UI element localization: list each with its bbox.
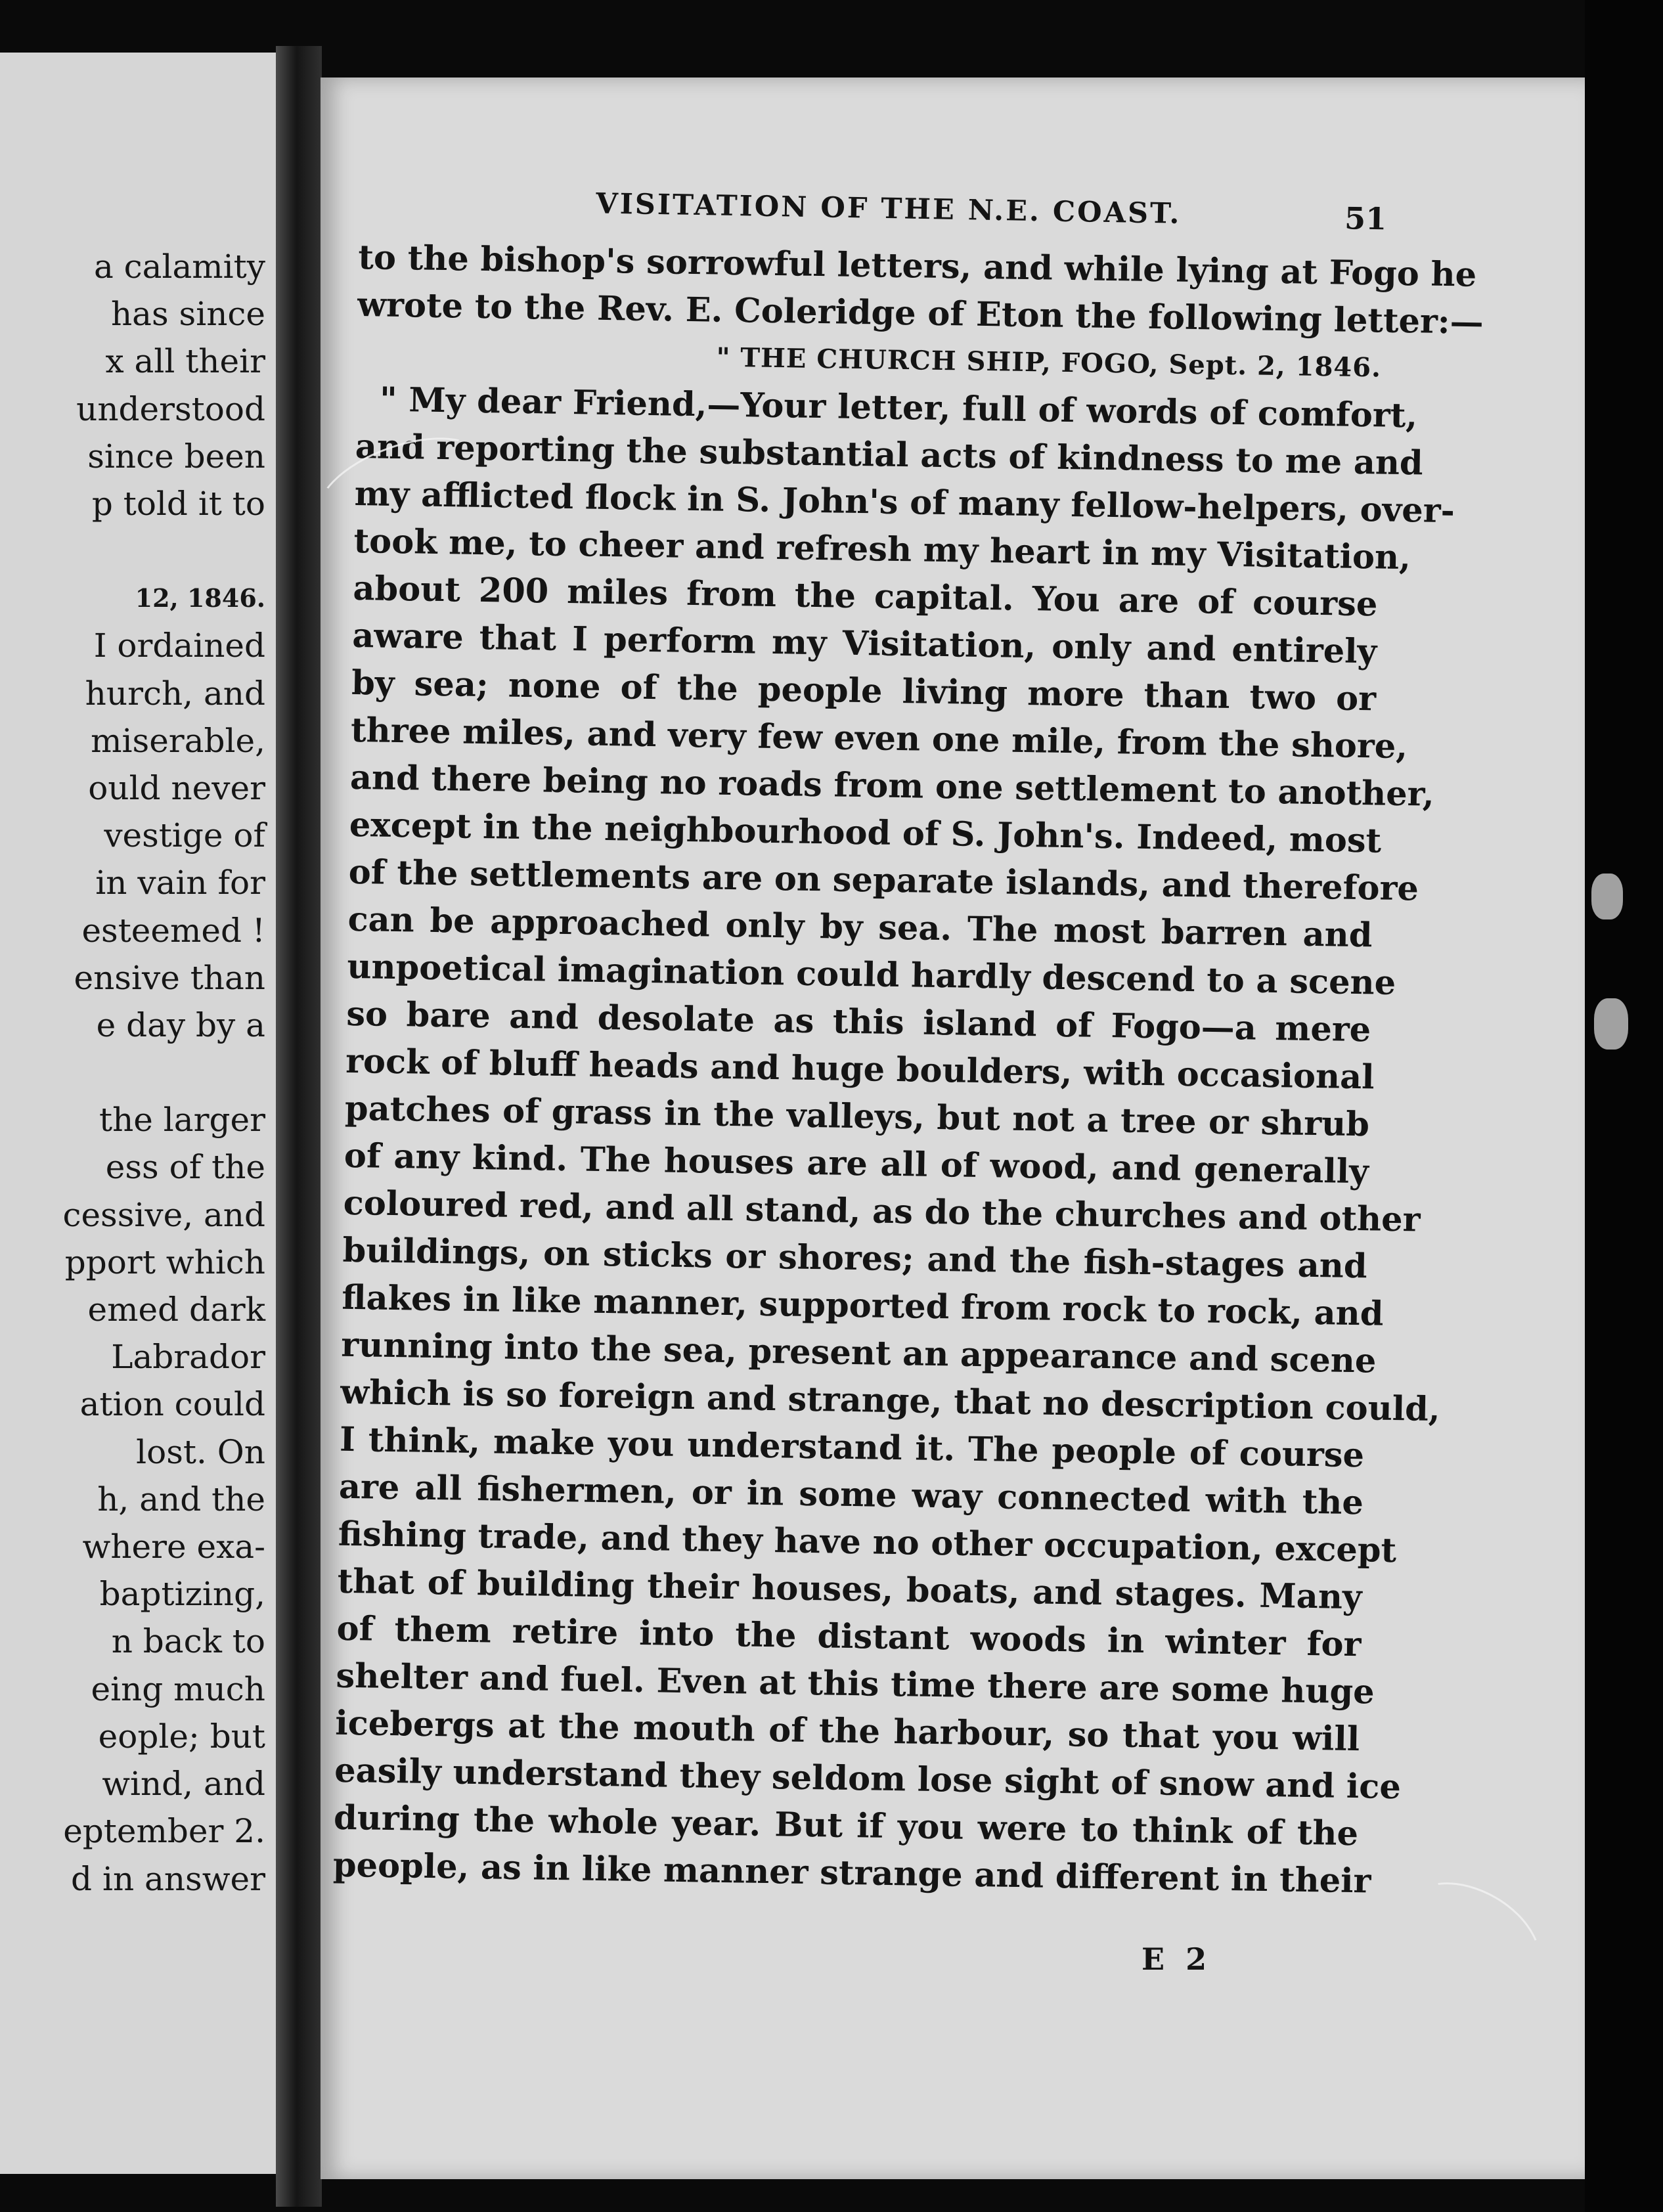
- left-line: I ordained: [93, 627, 265, 665]
- left-line: pport which: [64, 1243, 265, 1281]
- scan-border-right: [1585, 0, 1663, 2212]
- left-line: eing much: [91, 1670, 265, 1708]
- page-number: 51: [1344, 200, 1387, 237]
- body-line: that of building their houses, boats, and stages. Many: [337, 1561, 1363, 1618]
- body-line: of any kind. The houses are all of wood, and generally: [344, 1136, 1369, 1192]
- body-line: shelter and fuel. Even at this time there are some huge: [336, 1656, 1375, 1712]
- left-line: understood: [76, 389, 265, 428]
- body-line: coloured red, and all stand, as do the churches and other: [343, 1183, 1421, 1240]
- main-page: [321, 77, 1585, 2179]
- body-line: which is so foreign and strange, that no description could,: [340, 1372, 1441, 1430]
- body-text: [332, 234, 1484, 1905]
- scan-speck: [1594, 998, 1628, 1050]
- left-page-text: [62, 243, 265, 1903]
- left-line: h, and the: [97, 1480, 265, 1518]
- left-line-gap: [62, 1049, 265, 1096]
- left-line: a calamity: [93, 248, 265, 286]
- body-line: and reporting the substantial acts of kindness to me and: [355, 426, 1424, 483]
- left-line: esteemed !: [81, 911, 265, 950]
- body-line: of them retire into the distant woods in winter for: [336, 1608, 1362, 1665]
- left-line: baptizing,: [99, 1575, 265, 1614]
- left-line: hurch, and: [85, 674, 265, 713]
- left-line: cessive, and: [62, 1195, 265, 1234]
- left-line: since been: [87, 437, 265, 476]
- left-line: ould never: [88, 769, 265, 808]
- body-line: people, as in like manner strange and different in their: [332, 1845, 1371, 1901]
- running-head-title: VISITATION OF THE N.E. COAST.: [595, 187, 1182, 231]
- left-line-date: 12, 1846.: [135, 583, 265, 613]
- book-gutter: [276, 46, 322, 2207]
- body-line: during the whole year. But if you were to think of the: [333, 1798, 1359, 1854]
- left-line: d in answer: [71, 1859, 265, 1898]
- body-line: by sea; none of the people living more than two or: [351, 663, 1377, 719]
- left-line: in vain for: [95, 864, 265, 902]
- left-line: x all their: [105, 342, 265, 381]
- letter-dateline: " THE CHURCH SHIP, FOGO, Sept. 2, 1846.: [716, 342, 1382, 384]
- left-line: ation could: [79, 1385, 265, 1424]
- left-line: ess of the: [105, 1148, 265, 1187]
- dust-mark: [1384, 1859, 1561, 2016]
- body-line: patches of grass in the valleys, but not a tree or shrub: [344, 1088, 1370, 1145]
- body-line: are all fishermen, or in some way connected with the: [338, 1467, 1364, 1523]
- body-line: unpoetical imagination could hardly descend to a scene: [346, 946, 1396, 1003]
- left-line: has since: [110, 295, 265, 334]
- scan-speck: [1591, 874, 1623, 919]
- body-line: buildings, on sticks or shores; and the fish-stages and: [342, 1230, 1367, 1287]
- left-line: wind, and: [102, 1765, 265, 1803]
- signature-mark: E 2: [1142, 1941, 1212, 1977]
- body-line: except in the neighbourhood of S. John's. Indeed, most: [349, 805, 1382, 861]
- body-line: easily understand they seldom lose sight of snow and ice: [334, 1750, 1402, 1807]
- left-line: n back to: [111, 1622, 265, 1661]
- left-line: e day by a: [96, 1006, 265, 1045]
- body-line: three miles, and very few even one mile, from the shore,: [350, 710, 1408, 767]
- body-line: " My dear Friend,—Your letter, full of words of comfort,: [379, 380, 1418, 436]
- body-line: my afflicted flock in S. John's of many fellow-helpers, over-: [354, 474, 1455, 531]
- body-line: rock of bluff heads and huge boulders, with occasional: [345, 1041, 1375, 1097]
- body-line: aware that I perform my Visitation, only and entirely: [351, 615, 1377, 672]
- body-line: took me, to cheer and refresh my heart in my Visitation,: [353, 521, 1411, 578]
- left-line: eptember 2.: [63, 1812, 265, 1851]
- body-line: running into the sea, present an appearance and scene: [340, 1325, 1377, 1381]
- left-line: the larger: [99, 1101, 265, 1139]
- facing-page-left: [0, 53, 282, 2174]
- left-line: Labrador: [111, 1338, 265, 1377]
- body-line: and there being no roads from one settlement to another,: [349, 757, 1435, 814]
- left-line: lost. On: [136, 1432, 265, 1471]
- body-line: fishing trade, and they have no other occupation, except: [338, 1514, 1397, 1571]
- left-line: p told it to: [91, 485, 265, 523]
- left-line: vestige of: [104, 816, 265, 855]
- body-line: flakes in like manner, supported from rock to rock, and: [342, 1277, 1384, 1334]
- left-line: ensive than: [74, 958, 265, 997]
- left-line-gap: [62, 527, 265, 575]
- body-line: of the settlements are on separate islands, and therefore: [348, 852, 1419, 909]
- body-line: can be approached only by sea. The most barren and: [347, 899, 1373, 956]
- body-line: so bare and desolate as this island of Fogo—a mere: [345, 994, 1371, 1050]
- body-line: to the bishop's sorrowful letters, and while lying at Fogo he: [357, 237, 1477, 295]
- left-line: emed dark: [87, 1291, 265, 1329]
- body-line: about 200 miles from the capital. You are of course: [353, 568, 1378, 625]
- left-line: miserable,: [91, 721, 265, 760]
- body-line: icebergs at the mouth of the harbour, so that you will: [334, 1703, 1360, 1759]
- left-line: where exa-: [82, 1528, 265, 1566]
- body-line: wrote to the Rev. E. Coleridge of Eton the following letter:—: [357, 284, 1484, 342]
- body-line: I think, make you understand it. The people of course: [339, 1419, 1365, 1476]
- left-line: eople; but: [98, 1717, 265, 1756]
